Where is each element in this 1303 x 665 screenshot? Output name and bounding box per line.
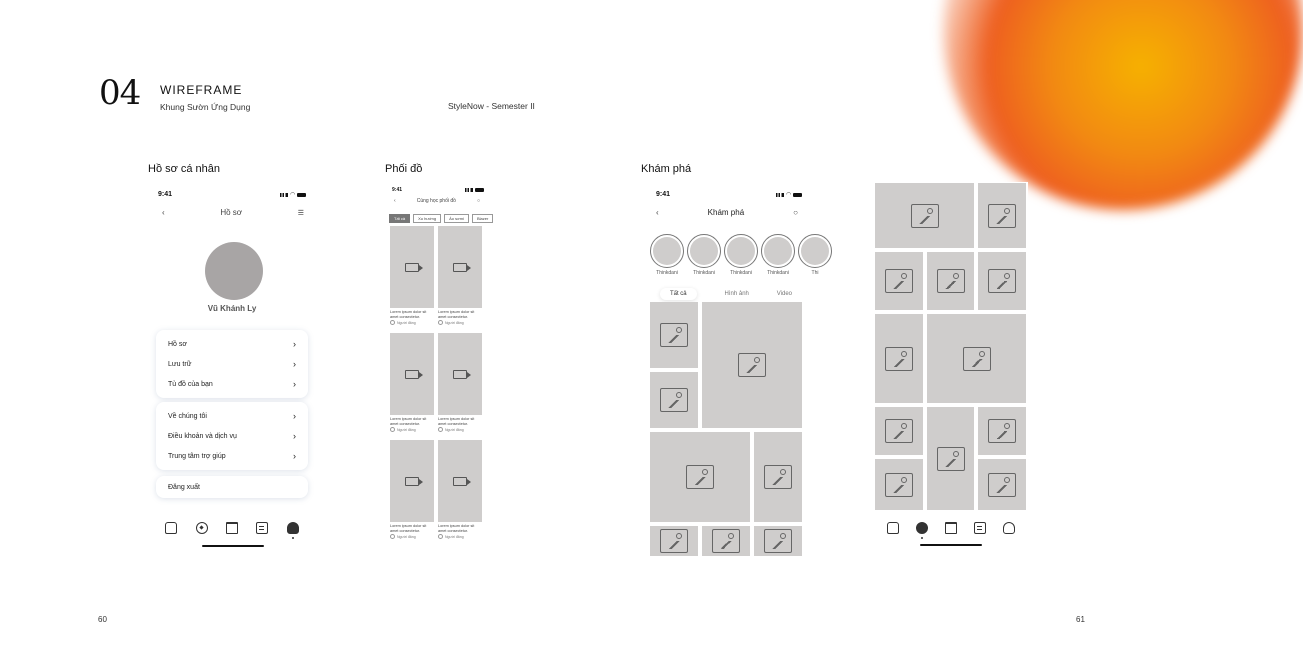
story-item[interactable]	[687, 234, 721, 276]
explore-image[interactable]	[927, 407, 974, 510]
explore-image[interactable]	[702, 302, 802, 428]
author-avatar	[390, 320, 395, 325]
explore-image[interactable]	[650, 372, 698, 428]
home-icon[interactable]	[165, 522, 177, 534]
explore-title: Khám phá	[707, 208, 745, 217]
image-placeholder-icon	[885, 419, 913, 443]
outfit-card[interactable]	[390, 440, 434, 539]
video-icon	[405, 263, 419, 272]
author-avatar	[438, 427, 443, 432]
chip-all[interactable]: Tất cả	[389, 214, 410, 223]
outfit-title: Cùng học phối đồ	[416, 198, 456, 204]
compass-icon[interactable]	[916, 522, 928, 534]
section-label-profile: Hồ sơ cá nhân	[148, 163, 221, 175]
outfit-card[interactable]	[438, 440, 482, 539]
status-time: 9:41	[392, 187, 403, 193]
page-number-right: 61	[1076, 615, 1085, 624]
search-icon[interactable]: ○	[476, 198, 480, 204]
menu-item-wardrobe[interactable]	[156, 374, 308, 394]
image-placeholder-icon	[885, 347, 913, 371]
author-label: Người đăng	[397, 320, 416, 325]
author-label: Người đăng	[445, 427, 464, 432]
outfit-card[interactable]	[390, 333, 434, 432]
explore-image[interactable]	[754, 526, 802, 556]
author-label: Người đăng	[445, 320, 464, 325]
home-icon[interactable]	[887, 522, 899, 534]
tab-video[interactable]: Video	[776, 291, 793, 297]
chevron-right-icon: ›	[293, 339, 296, 349]
explore-image[interactable]	[702, 526, 750, 556]
note-icon[interactable]	[974, 522, 986, 534]
menu-item-help[interactable]	[156, 446, 308, 466]
menu-item-terms[interactable]	[156, 426, 308, 446]
home-indicator	[202, 545, 264, 547]
outfit-card[interactable]	[438, 333, 482, 432]
section-label-outfit: Phối đồ	[385, 163, 423, 175]
status-bar	[392, 187, 484, 193]
author-label: Người đăng	[397, 427, 416, 432]
explore-image[interactable]	[978, 407, 1026, 455]
card-author	[390, 320, 434, 325]
story-label: Thi	[811, 270, 819, 276]
story-item[interactable]	[650, 234, 684, 276]
chevron-right-icon: ›	[293, 359, 296, 369]
tab-bar	[874, 522, 1028, 534]
outfit-nav-bar	[394, 198, 480, 204]
battery-icon	[793, 193, 802, 197]
card-author	[438, 320, 482, 325]
story-label: Thinkdani	[656, 270, 678, 276]
user-icon[interactable]	[287, 522, 299, 534]
compass-icon[interactable]	[196, 522, 208, 534]
explore-nav-bar	[656, 208, 798, 217]
card-author	[438, 427, 482, 432]
card-caption: Lorem ipsum dolor sit amet consectetur.	[390, 310, 427, 319]
explore-phone-mockup	[646, 186, 819, 550]
image-placeholder-icon	[988, 204, 1016, 228]
menu-label: Điều khoản và dịch vụ	[168, 432, 237, 440]
wifi-icon: ◠	[290, 191, 295, 198]
image-placeholder-icon	[686, 465, 714, 489]
outfit-phone-mockup	[386, 186, 488, 554]
story-label: Thinkdani	[693, 270, 715, 276]
chip-shirt[interactable]: Áo sơmi	[444, 214, 469, 223]
user-icon[interactable]	[1003, 522, 1015, 534]
card-caption: Lorem ipsum dolor sit amet consectetur.	[438, 524, 475, 533]
status-time: 9:41	[158, 191, 173, 198]
author-avatar	[438, 320, 443, 325]
card-author	[390, 427, 434, 432]
page-number-left: 60	[98, 615, 107, 624]
image-placeholder-icon	[660, 323, 688, 347]
chip-blazer[interactable]: Blazer	[472, 214, 493, 223]
video-icon	[453, 370, 467, 379]
user-name: Vũ Khánh Ly	[207, 304, 257, 313]
explore-image[interactable]	[875, 183, 974, 248]
menu-label: Về chúng tôi	[168, 412, 207, 420]
explore-image[interactable]	[978, 183, 1026, 248]
active-dot	[292, 537, 294, 539]
home-indicator	[920, 544, 982, 546]
back-icon[interactable]: ‹	[394, 198, 396, 204]
explore-image[interactable]	[754, 432, 802, 522]
author-label: Người đăng	[445, 534, 464, 539]
wifi-icon: ◠	[786, 191, 791, 198]
image-placeholder-icon	[937, 447, 965, 471]
outfit-card[interactable]	[390, 226, 434, 325]
filter-chips	[389, 214, 493, 223]
status-time: 9:41	[656, 191, 671, 198]
card-author	[390, 534, 434, 539]
video-icon	[405, 477, 419, 486]
chevron-right-icon: ›	[293, 411, 296, 421]
menu-item-profile[interactable]	[156, 334, 308, 354]
explore-image[interactable]	[875, 314, 923, 403]
video-icon	[453, 477, 467, 486]
image-placeholder-icon	[712, 529, 740, 553]
explore-tabs	[646, 286, 806, 302]
image-placeholder-icon	[660, 529, 688, 553]
card-caption: Lorem ipsum dolor sit amet consectetur.	[438, 417, 475, 426]
explore-image[interactable]	[978, 252, 1026, 310]
menu-label: Trung tâm trợ giúp	[168, 452, 226, 460]
card-caption: Lorem ipsum dolor sit amet consectetur.	[390, 417, 427, 426]
logout-card	[156, 476, 308, 498]
battery-icon	[297, 193, 306, 197]
chevron-right-icon: ›	[293, 379, 296, 389]
author-avatar	[390, 427, 395, 432]
author-label: Người đăng	[397, 534, 416, 539]
menu-label: Hồ sơ	[168, 340, 187, 348]
profile-phone-mockup	[148, 186, 316, 554]
chevron-right-icon: ›	[293, 451, 296, 461]
shirt-icon[interactable]	[226, 522, 238, 534]
menu-label: Tủ đồ của bạn	[168, 380, 213, 388]
menu-group-info	[156, 402, 308, 470]
image-placeholder-icon	[660, 388, 688, 412]
image-placeholder-icon	[988, 473, 1016, 497]
story-label: Thinkdani	[767, 270, 789, 276]
back-icon[interactable]: ‹	[656, 208, 659, 217]
image-placeholder-icon	[764, 529, 792, 553]
menu-label: Lưu trữ	[168, 360, 192, 368]
image-placeholder-icon	[885, 473, 913, 497]
menu-item-saved[interactable]	[156, 354, 308, 374]
search-icon[interactable]: ○	[793, 208, 798, 217]
status-bar	[158, 191, 306, 198]
story-item[interactable]	[761, 234, 795, 276]
chevron-right-icon: ›	[293, 431, 296, 441]
logout-label: Đăng xuất	[168, 483, 200, 491]
author-avatar	[438, 534, 443, 539]
image-placeholder-icon	[911, 204, 939, 228]
back-icon[interactable]: ‹	[162, 208, 165, 217]
note-icon[interactable]	[256, 522, 268, 534]
explore-image[interactable]	[927, 314, 1026, 403]
chapter-title: WIREFRAME	[160, 83, 243, 97]
tab-images[interactable]: Hình ảnh	[724, 291, 749, 297]
profile-nav-bar	[162, 208, 304, 217]
tab-bar	[148, 522, 316, 534]
story-item[interactable]	[724, 234, 758, 276]
active-dot	[921, 537, 923, 539]
explore-image[interactable]	[650, 526, 698, 556]
decorative-gradient-blob	[943, 0, 1303, 210]
menu-group-account	[156, 330, 308, 398]
avatar[interactable]	[205, 242, 263, 300]
card-caption: Lorem ipsum dolor sit amet consectetur.	[390, 524, 427, 533]
card-author	[438, 534, 482, 539]
profile-title: Hồ sơ	[220, 208, 243, 217]
explore-image[interactable]	[927, 252, 974, 310]
signal-icon	[776, 193, 784, 197]
story-label: Thinkdani	[730, 270, 752, 276]
filter-icon[interactable]: ☰	[297, 209, 304, 217]
logout-button[interactable]	[156, 476, 308, 498]
chapter-subtitle: Khung Sườn Ứng Dụng	[160, 102, 251, 112]
explore-image[interactable]	[875, 252, 923, 310]
tab-all[interactable]: Tất cả	[660, 288, 697, 300]
outfit-card[interactable]	[438, 226, 482, 325]
battery-icon	[475, 188, 484, 192]
image-placeholder-icon	[988, 269, 1016, 293]
image-placeholder-icon	[738, 353, 766, 377]
video-icon	[405, 370, 419, 379]
explore-image[interactable]	[650, 302, 698, 368]
image-placeholder-icon	[764, 465, 792, 489]
project-name: StyleNow - Semester II	[448, 101, 535, 111]
author-avatar	[390, 534, 395, 539]
section-label-explore: Khám phá	[641, 163, 692, 175]
status-bar	[656, 191, 802, 198]
signal-icon	[465, 188, 473, 192]
chapter-number: 04	[99, 73, 141, 113]
card-caption: Lorem ipsum dolor sit amet consectetur.	[438, 310, 475, 319]
chip-trend[interactable]: Xu hướng	[413, 214, 441, 223]
explore-image[interactable]	[650, 432, 750, 522]
image-placeholder-icon	[885, 269, 913, 293]
image-placeholder-icon	[988, 419, 1016, 443]
explore-image[interactable]	[875, 407, 923, 455]
signal-icon	[280, 193, 288, 197]
menu-item-about[interactable]	[156, 406, 308, 426]
explore-image[interactable]	[978, 459, 1026, 510]
story-item[interactable]	[798, 234, 832, 276]
explore-scrolled-phone-mockup	[874, 182, 1028, 554]
video-icon	[453, 263, 467, 272]
image-placeholder-icon	[937, 269, 965, 293]
explore-image[interactable]	[875, 459, 923, 510]
image-placeholder-icon	[963, 347, 991, 371]
shirt-icon[interactable]	[945, 522, 957, 534]
